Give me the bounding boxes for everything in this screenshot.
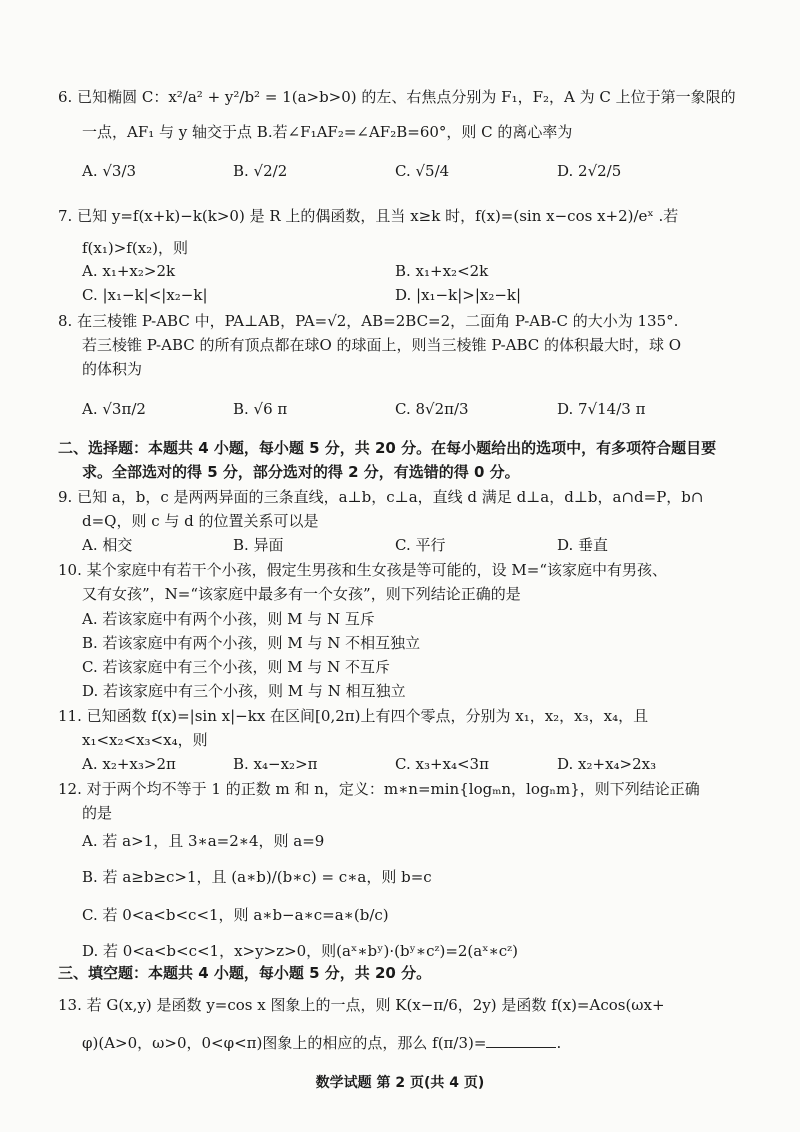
q8-option-c: C. 8√2π/3 (395, 400, 469, 418)
q6-line1: 6. 已知椭圆 C：x²/a² + y²/b² = 1(a>b>0) 的左、右焦点分别为 F₁，F₂，A 为 C 上位于第一象限的 (58, 88, 736, 106)
section3-heading: 三、填空题：本题共 4 小题，每小题 5 分，共 20 分。 (58, 964, 432, 982)
q10-option-d: D. 若该家庭中有三个小孩，则 M 与 N 相互独立 (82, 682, 406, 700)
q8-option-b: B. √6 π (233, 400, 288, 418)
section2-heading-line1: 二、选择题：本题共 4 小题，每小题 5 分，共 20 分。在每小题给出的选项中，有多项符合题目要 (58, 439, 717, 457)
q9-line1: 9. 已知 a，b，c 是两两异面的三条直线，a⊥b，c⊥a，直线 d 满足 d⊥a，d⊥b，a∩d=P，b∩ (58, 488, 704, 506)
q7-option-d: D. |x₁−k|>|x₂−k| (395, 286, 522, 304)
q13-line2: φ)(A>0，ω>0，0<φ<π)图象上的相应的点，那么 f(π/3)= (82, 1034, 487, 1052)
section2-heading-line2: 求。全部选对的得 5 分，部分选对的得 2 分，有选错的得 0 分。 (82, 463, 520, 481)
q11-option-c: C. x₃+x₄<3π (395, 755, 489, 773)
q6-line2: 一点，AF₁ 与 y 轴交于点 B.若∠F₁AF₂=∠AF₂B=60°，则 C 的离心率为 (82, 123, 573, 141)
q8-line2: 若三棱锥 P-ABC 的所有顶点都在球O 的球面上，则当三棱锥 P-ABC 的体积最大时，球 O (82, 336, 682, 354)
q6-option-a: A. √3/3 (82, 162, 137, 180)
q9-option-a: A. 相交 (82, 536, 133, 554)
q11-line2: x₁<x₂<x₃<x₄，则 (82, 731, 208, 749)
q10-line1: 10. 某个家庭中有若干个小孩，假定生男孩和生女孩是等可能的，设 M=“该家庭中有男孩、 (58, 561, 667, 579)
q7-option-a: A. x₁+x₂>2k (82, 262, 176, 280)
q11-option-d: D. x₂+x₄>2x₃ (557, 755, 657, 773)
q7-line1: 7. 已知 y=f(x+k)−k(k>0) 是 R 上的偶函数，且当 x≥k 时，f(x)=(sin x−cos x+2)/eˣ .若 (58, 207, 679, 225)
q12-option-a: A. 若 a>1，且 3∗a=2∗4，则 a=9 (82, 832, 325, 850)
q13-line2-wrap (82, 1032, 561, 1054)
q8-option-a: A. √3π/2 (82, 400, 146, 418)
q11-option-a: A. x₂+x₃>2π (82, 755, 176, 773)
q10-option-b: B. 若该家庭中有两个小孩，则 M 与 N 不相互独立 (82, 634, 421, 652)
q6-option-c: C. √5/4 (395, 162, 450, 180)
q7-line2: f(x₁)>f(x₂)，则 (82, 239, 189, 257)
q6-option-b: B. √2/2 (233, 162, 288, 180)
q6-option-d: D. 2√2/5 (557, 162, 622, 180)
q8-line3: 的体积为 (82, 360, 143, 378)
q13-line2-end: . (556, 1034, 562, 1052)
q10-option-a: A. 若该家庭中有两个小孩，则 M 与 N 互斥 (82, 610, 375, 628)
q9-option-c: C. 平行 (395, 536, 446, 554)
q8-option-d: D. 7√14/3 π (557, 400, 646, 418)
q12-option-c: C. 若 0<a<b<c<1，则 a∗b−a∗c=a∗(b/c) (82, 906, 389, 924)
q12-line1: 12. 对于两个均不等于 1 的正数 m 和 n，定义：m∗n=min{logₘn，logₙm}，则下列结论正确 (58, 780, 700, 798)
q7-option-b: B. x₁+x₂<2k (395, 262, 489, 280)
q10-option-c: C. 若该家庭中有三个小孩，则 M 与 N 不互斥 (82, 658, 391, 676)
q12-option-d: D. 若 0<a<b<c<1，x>y>z>0，则(aˣ∗bʸ)·(bʸ∗cᶻ)=2(aˣ∗cᶻ) (82, 942, 518, 960)
q9-line2: d=Q，则 c 与 d 的位置关系可以是 (82, 512, 319, 530)
page-footer: 数学试题 第 2 页(共 4 页) (315, 1075, 485, 1091)
q9-option-d: D. 垂直 (557, 536, 609, 554)
q9-option-b: B. 异面 (233, 536, 284, 554)
q12-line2: 的是 (82, 804, 113, 822)
q13-line1: 13. 若 G(x,y) 是函数 y=cos x 图象上的一点，则 K(x−π/6，2y) 是函数 f(x)=Acos(ωx+ (58, 996, 665, 1014)
q7-option-c: C. |x₁−k|<|x₂−k| (82, 286, 208, 304)
q13-answer-blank[interactable] (486, 1033, 556, 1048)
q11-line1: 11. 已知函数 f(x)=|sin x|−kx 在区间[0,2π)上有四个零点，分别为 x₁，x₂，x₃，x₄，且 (58, 707, 649, 725)
q12-option-b: B. 若 a≥b≥c>1，且 (a∗b)/(b∗c) = c∗a，则 b=c (82, 868, 432, 886)
q10-line2: 又有女孩”，N=“该家庭中最多有一个女孩”，则下列结论正确的是 (82, 585, 521, 603)
q8-line1: 8. 在三棱锥 P-ABC 中，PA⊥AB，PA=√2，AB=2BC=2，二面角 P-AB-C 的大小为 135°. (58, 312, 679, 330)
q11-option-b: B. x₄−x₂>π (233, 755, 318, 773)
